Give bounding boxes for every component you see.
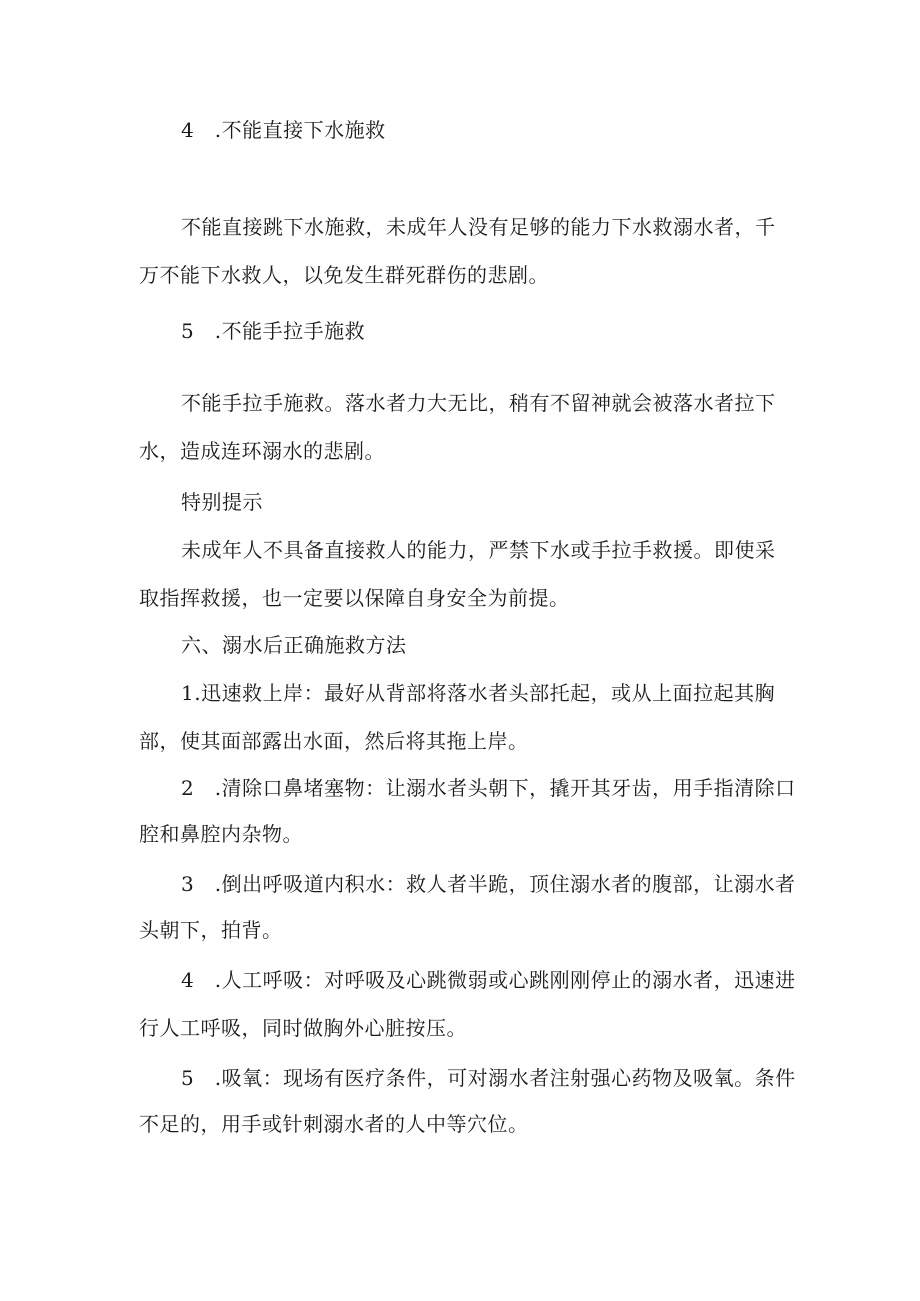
step-line: 头朝下，拍背。 <box>139 918 283 942</box>
step-line: 行人工呼吸，同时做胸外心脏按压。 <box>139 1016 467 1040</box>
paragraph-line: 不能直接跳下水施救，未成年人没有足够的能力下水救溺水者，千 <box>181 215 776 239</box>
step-line: 部，使其面部露出水面，然后将其拖上岸。 <box>139 729 529 753</box>
section-heading-no-direct-rescue: 4 .不能直接下水施救 <box>181 118 386 142</box>
section-heading-no-hand-in-hand: 5 .不能手拉手施救 <box>181 319 366 343</box>
paragraph-line: 取指挥救援，也一定要以保障自身安全为前提。 <box>139 586 570 610</box>
step-line: 5 .吸氧：现场有医疗条件，可对溺水者注射强心药物及吸氧。条件 <box>181 1066 796 1090</box>
step-line: 4 .人工呼吸：对呼吸及心跳微弱或心跳刚刚停止的溺水者，迅速进 <box>181 968 796 992</box>
section-heading-special-notice: 特别提示 <box>181 490 263 514</box>
paragraph-line: 水，造成连环溺水的悲剧。 <box>139 439 385 463</box>
section-heading-rescue-methods: 六、溺水后正确施救方法 <box>181 633 407 657</box>
step-line: 1.迅速救上岸：最好从背部将落水者头部托起，或从上面拉起其胸 <box>181 681 776 705</box>
step-line: 3 .倒出呼吸道内积水：救人者半跪，顶住溺水者的腹部，让溺水者 <box>181 872 796 896</box>
paragraph-line: 未成年人不具备直接救人的能力，严禁下水或手拉手救援。即使采 <box>181 538 776 562</box>
step-line: 不足的，用手或针刺溺水者的人中等穴位。 <box>139 1112 529 1136</box>
step-line: 腔和鼻腔内杂物。 <box>139 822 303 846</box>
paragraph-line: 不能手拉手施救。落水者力大无比，稍有不留神就会被落水者拉下 <box>181 391 776 415</box>
step-line: 2 .清除口鼻堵塞物：让溺水者头朝下，撬开其牙齿，用手指清除口 <box>181 776 796 800</box>
paragraph-line: 万不能下水救人，以免发生群死群伤的悲剧。 <box>139 263 549 287</box>
